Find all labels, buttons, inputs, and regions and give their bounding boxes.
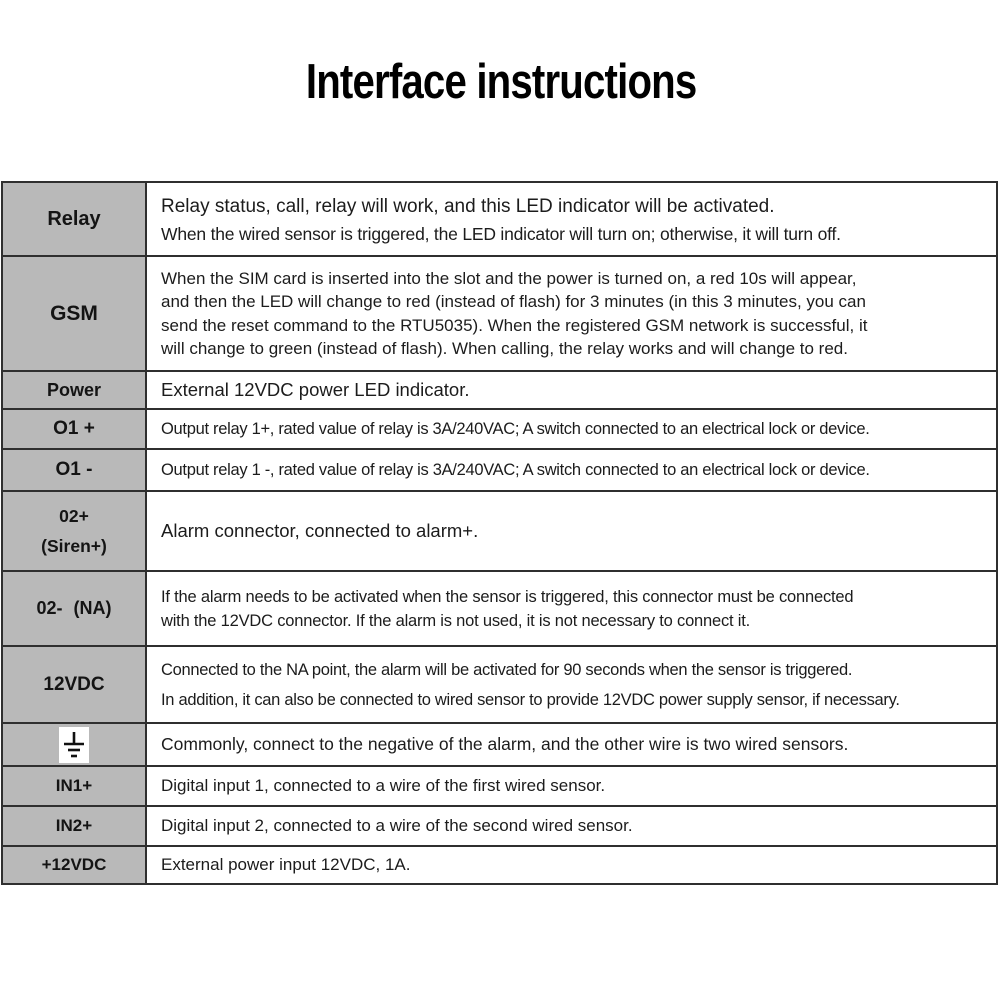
table-row-o1-minus [3, 450, 996, 492]
table-row-12vdc [3, 647, 996, 724]
row-label-gsm: GSM [3, 257, 147, 370]
row-content-ext-12vdc [147, 847, 996, 883]
row-label-in1: IN1+ [3, 767, 147, 805]
row-content-o1-plus [147, 410, 996, 448]
row-content-12vdc [147, 647, 996, 722]
table-row-in1 [3, 767, 996, 807]
description-line: When the wired sensor is triggered, the LED indicator will turn on; otherwise, it will turn off. [161, 223, 841, 244]
table-row-o1-plus [3, 410, 996, 450]
description-line: and then the LED will change to red (instead of flash) for 3 minutes (in this 3 minutes, you can [161, 292, 866, 311]
row-label-power: Power [3, 372, 147, 408]
row-content-o2-minus-na [147, 572, 996, 645]
description-line: In addition, it can also be connected to wired sensor to provide 12VDC power supply sensor, if necessary. [161, 690, 900, 709]
row-label-o2-plus-siren [3, 492, 147, 570]
table-row-ext-12vdc [3, 847, 996, 883]
description-line: Relay status, call, relay will work, and this LED indicator will be activated. [161, 195, 775, 217]
row-label-o1-minus: O1 - [3, 450, 147, 490]
description-line: Alarm connector, connected to alarm+. [161, 520, 479, 541]
description-line: Connected to the NA point, the alarm will be activated for 90 seconds when the sensor is triggered. [161, 660, 853, 679]
description-line: Output relay 1+, rated value of relay is 3A/240VAC; A switch connected to an electrical lock or device. [161, 419, 870, 438]
description-line: External power input 12VDC, 1A. [161, 855, 411, 874]
description-line: Digital input 2, connected to a wire of the second wired sensor. [161, 816, 633, 835]
table-row-o2-plus-siren [3, 492, 996, 572]
description-line: with the 12VDC connector. If the alarm is not used, it is not necessary to connect it. [161, 611, 751, 630]
description-line: If the alarm needs to be activated when the sensor is triggered, this connector must be connected [161, 587, 854, 606]
description-line: send the reset command to the RTU5035). When the registered GSM network is successful, it [161, 315, 868, 335]
row-label-line: 02+ [59, 506, 89, 526]
table-row-relay [3, 183, 996, 257]
row-label-o2-minus-na: 02- (NA) [3, 572, 147, 645]
page-title: Interface instructions [305, 55, 697, 109]
description-line: Output relay 1 -, rated value of relay is 3A/240VAC; A switch connected to an electrical lock or device. [161, 460, 870, 479]
row-label-relay: Relay [3, 183, 147, 255]
row-content-o1-minus [147, 450, 996, 490]
row-label-12vdc: 12VDC [3, 647, 147, 722]
row-content-relay [147, 183, 996, 255]
description-line: Digital input 1, connected to a wire of the first wired sensor. [161, 776, 606, 795]
row-content-in1 [147, 767, 996, 805]
table-row-power [3, 372, 996, 410]
description-line: External 12VDC power LED indicator. [161, 379, 470, 400]
row-content-gsm [147, 257, 996, 370]
table-row-o2-minus-na [3, 572, 996, 647]
row-label-ext-12vdc: +12VDC [3, 847, 147, 883]
row-label-ground [3, 724, 147, 765]
description-line: Commonly, connect to the negative of the alarm, and the other wire is two wired sensors. [161, 734, 849, 754]
row-content-o2-plus-siren [147, 492, 996, 570]
row-label-o1-plus: O1 + [3, 410, 147, 448]
description-line: When the SIM card is inserted into the slot and the power is turned on, a red 10s will appear, [161, 268, 857, 288]
description-line: will change to green (instead of flash). When calling, the relay works and will change to red. [161, 339, 848, 358]
row-content-power [147, 372, 996, 408]
table-row-gsm [3, 257, 996, 372]
table-row-in2 [3, 807, 996, 847]
ground-icon [59, 727, 89, 763]
table-row-ground [3, 724, 996, 767]
row-content-in2 [147, 807, 996, 845]
row-label-in2: IN2+ [3, 807, 147, 845]
page-title-wrap [0, 54, 1002, 110]
row-content-ground [147, 724, 996, 765]
row-label-line: (Siren+) [41, 536, 107, 556]
interface-table [1, 181, 998, 885]
